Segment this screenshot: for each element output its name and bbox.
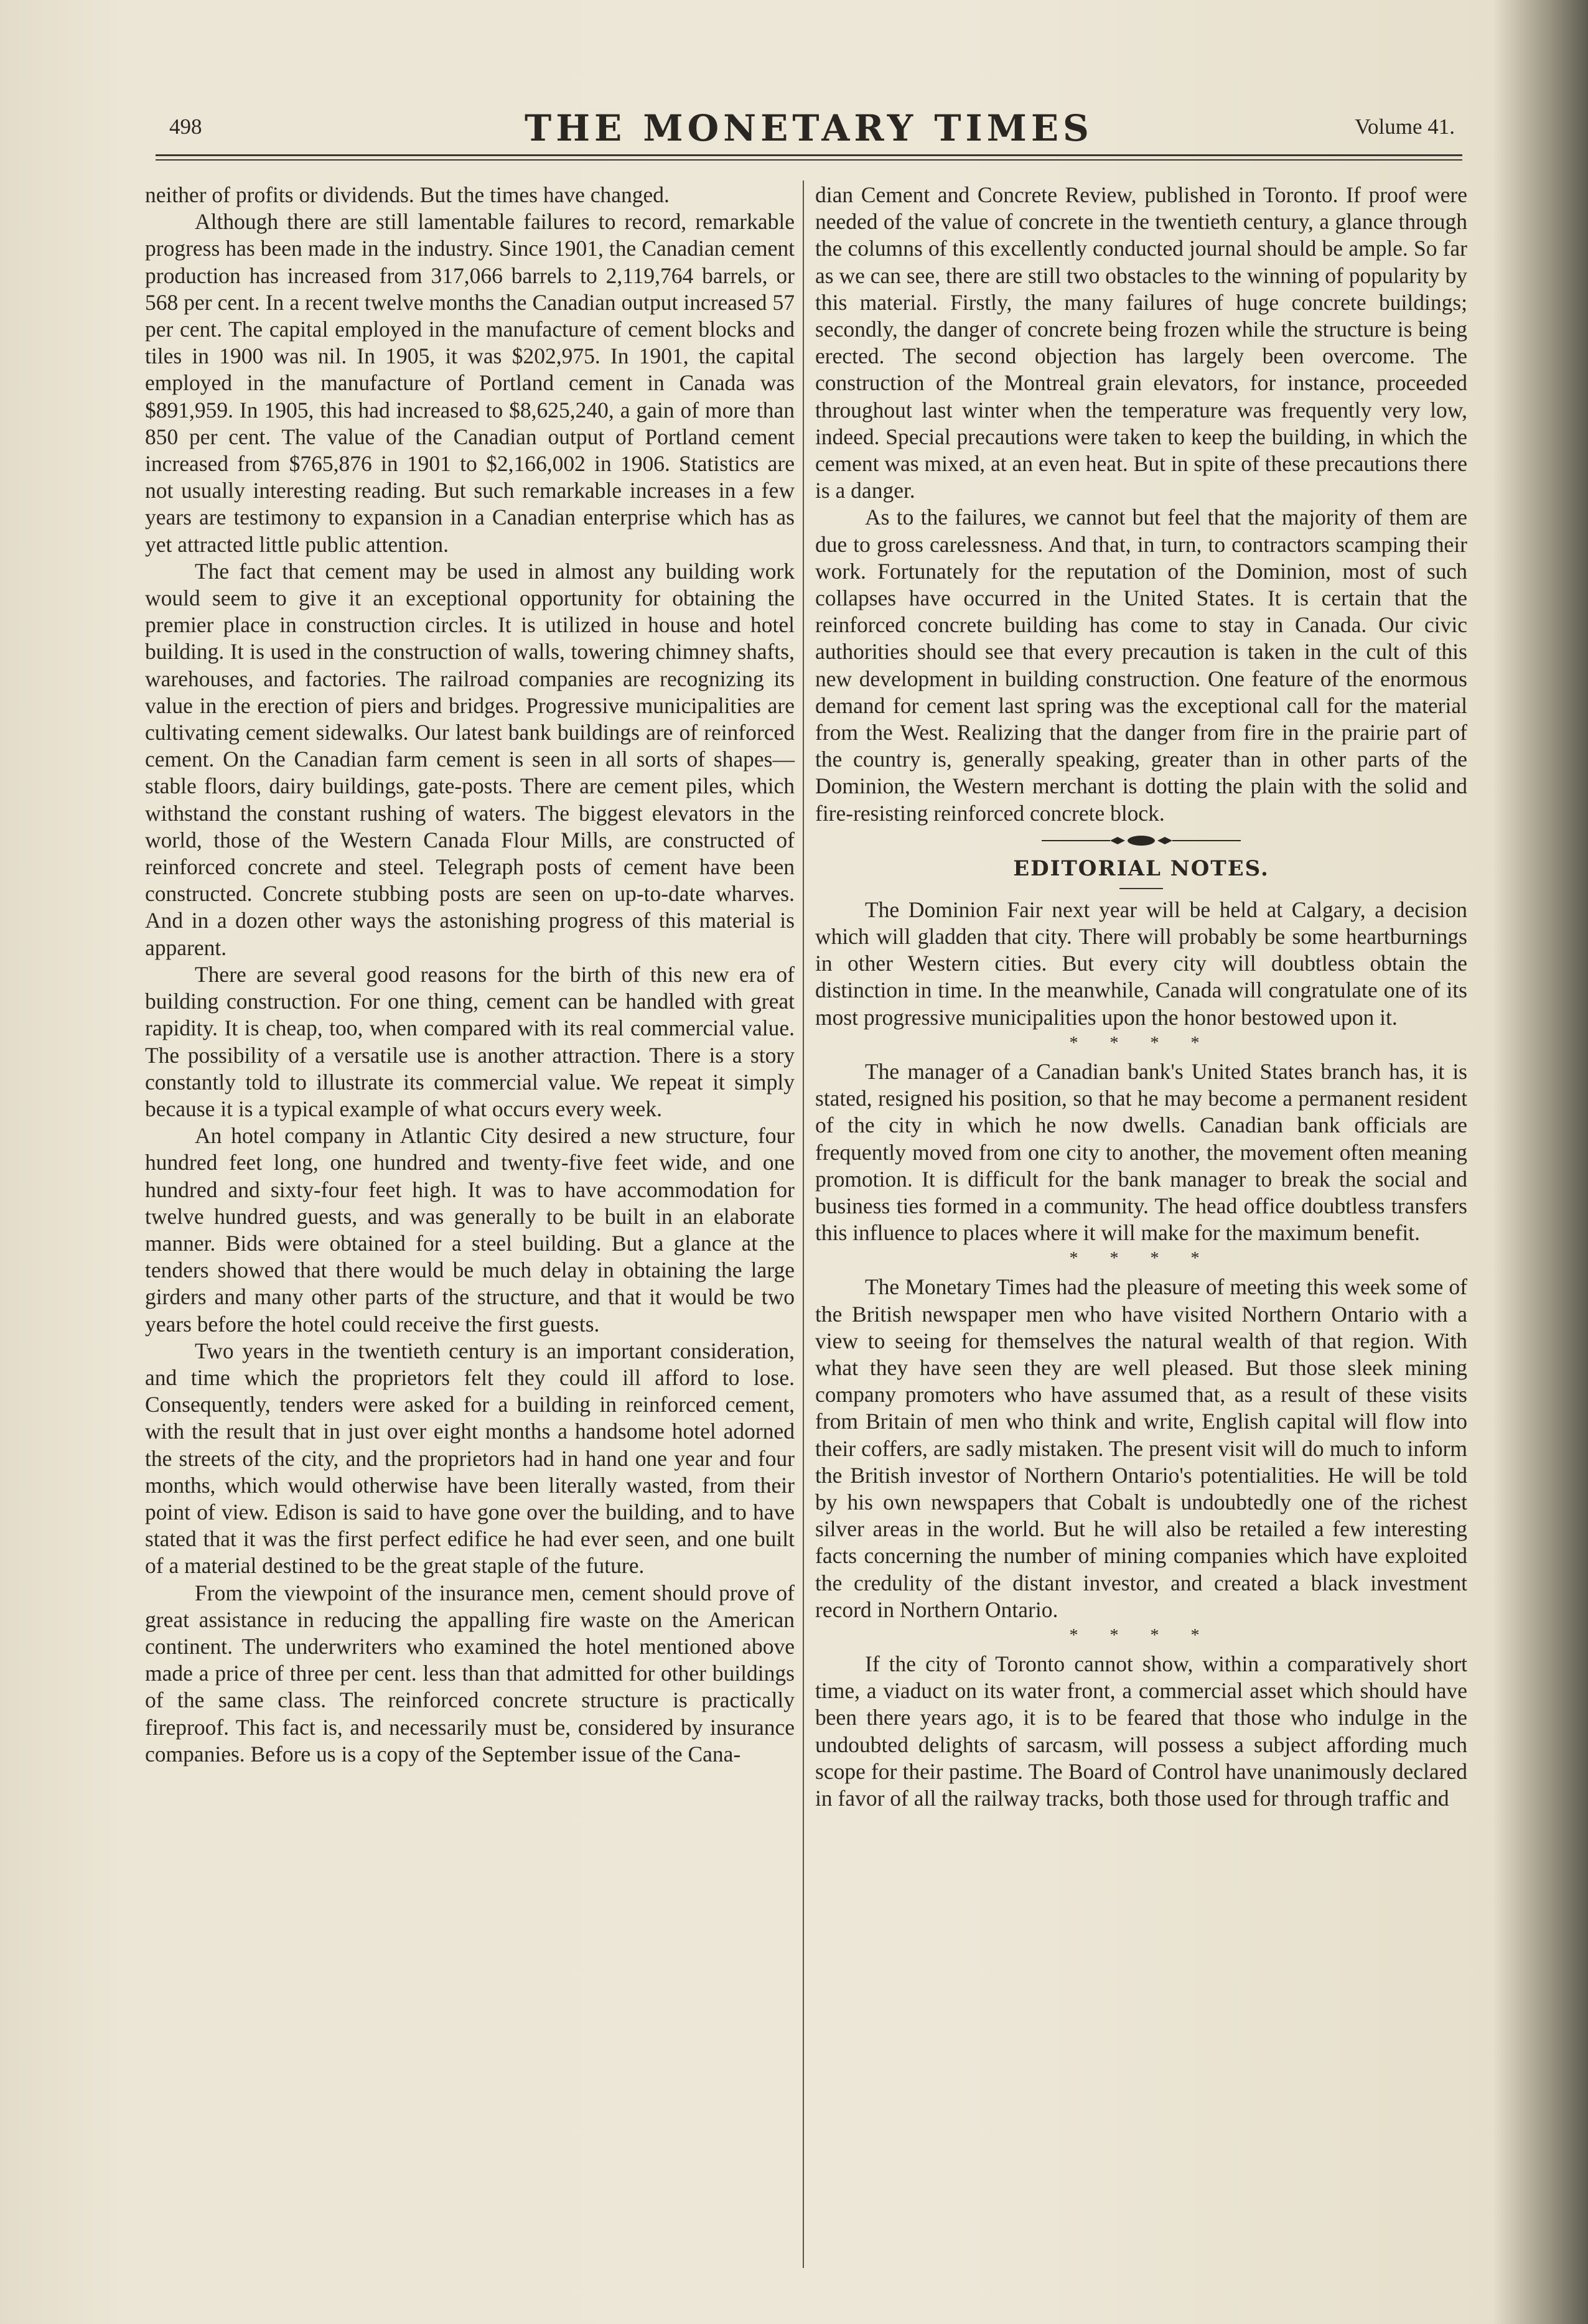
volume-label: Volume 41. <box>1355 114 1455 139</box>
editorial-note: If the city of Toronto cannot show, within a comparatively short time, a viaduct on its water front, a commercial asset which should have been there years ago, it is to be feared that those who indulge in the undoubted delights of sarcasm, will possess a subject affording much scope for their pastime. The Board of Control have unanimously declared in favor of all the railway tracks, both those used for through traffic and <box>815 1651 1467 1811</box>
paragraph: From the viewpoint of the insurance men, cement should prove of great assistance in reducing the appalling fire waste on the American continent. The underwriters who examined the hotel mentioned above made a price of three per cent. less than that admitted for other buildings of the same class. The reinforced concrete structure is practically fireproof. This fact is, and necessarily must be, considered by insurance companies. Before us is a copy of the September issue of the Cana- <box>145 1580 795 1766</box>
left-column <box>145 182 795 1768</box>
header-rule-thin <box>156 159 1462 161</box>
paragraph: There are several good reasons for the birth of this new era of building construction. For one thing, cement can be handled with great rapidity. It is cheap, too, when compared with its real commercial value. The possibility of a versatile use is another attraction. There is a story constantly told to illustrate its commercial value. We repeat it simply because it is a typical example of what occurs every week. <box>145 961 795 1121</box>
paragraph: dian Cement and Concrete Review, published in Toronto. If proof were needed of the value of concrete in the twentieth century, a glance through the columns of this excellently conducted journal should be ample. So far as we can see, there are still two obstacles to the winning of popularity by this material. Firstly, the many failures of huge concrete buildings; secondly, the danger of concrete being frozen while the structure is being erected. The second objection has largely been overcome. The construction of the Montreal grain elevators, for instance, proceeded throughout last winter when the temperature was frequently very low, indeed. Special precautions were taken to keep the building, in which the cement was mixed, at an even heat. But in spite of these precautions there is a danger. <box>815 182 1467 503</box>
column-divider <box>803 180 804 2268</box>
header-rule <box>156 154 1462 156</box>
heading-rule <box>1119 888 1163 889</box>
paragraph: Although there are still lamentable failures to record, remarkable progress has been made in the industry. Since 1901, the Canadian cement production has increased from 317,066 barrels to 2,119,764 barrels, or 568 per cent. In a recent twelve months the Canadian output increased 57 per cent. The capital employed in the manufacture of cement blocks and tiles in 1900 was nil. In 1905, it was $202,975. In 1901, the capital employed in the manufacture of Portland cement in Canada was $891,959. In 1905, this had increased to $8,625,240, a gain of more than 850 per cent. The value of the Canadian output of Portland cement increased from $765,876 in 1901 to $2,166,002 in 1906. Statistics are not usually interesting reading. But such remarkable increases in a few years are testimony to expansion in a Canadian enterprise which has as yet attracted little public attention. <box>145 209 795 557</box>
stars-separator: * * * * <box>1069 1249 1213 1269</box>
paragraph: Two years in the twentieth century is an important consideration, and time which the proprietors felt they could ill afford to lose. Consequently, tenders were asked for a building in reinforced cement, with the result that in just over eight months a handsome hotel adorned the streets of the city, and the proprietors had in hand one year and four months, which would otherwise have been literally wasted, from their point of view. Edison is said to have gone over the building, and to have stated that it was the first perfect edifice he had ever seen, and one built of a material destined to be the great staple of the future. <box>145 1338 795 1579</box>
stars-separator: * * * * <box>1069 1625 1213 1645</box>
paragraph: An hotel company in Atlantic City desired a new structure, four hundred feet long, one hundred and twenty-five feet wide, and one hundred and sixty-four feet high. It was to have accommodation for twelve hundred guests, and was generally to be built in an elaborate manner. Bids were obtained for a steel building. But a glance at the tenders showed that there would be much delay in obtaining the large girders and many other parts of the structure, and that it would be two years before the hotel could receive the first guests. <box>145 1123 795 1337</box>
page-header <box>156 106 1462 156</box>
editorial-note: The manager of a Canadian bank's United States branch has, it is stated, resigned his position, so that he may become a permanent resident of the city in which he now dwells. Canadian bank officials are frequently moved from one city to another, the movement often meaning promotion. It is difficult for the bank manager to break the social and business ties formed in a community. The head office doubtless transfers this influence to places where it will make for the maximum benefit. <box>815 1058 1467 1246</box>
page-number: 498 <box>169 114 202 139</box>
journal-title: THE MONETARY TIMES <box>525 107 1093 149</box>
editorial-note: The Monetary Times had the pleasure of meeting this week some of the British newspaper men who have visited Northern Ontario with a view to seeing for themselves the natural wealth of that region. With what they have seen they are well pleased. But those sleek mining company promoters who have assumed that, as a result of these visits from Britain of men who think and write, English capital will flow into their coffers, are sadly mistaken. The present visit will do much to inform the British investor of Northern Ontario's potentialities. He will be told by his own newspapers that Cobalt is undoubtedly one of the richest silver areas in the world. But he will also be retailed a few interesting facts concerning the number of mining companies which have exploited the credulity of the distant investor, and created a black investment record in Northern Ontario. <box>815 1274 1467 1622</box>
paragraph: neither of profits or dividends. But the times have changed. <box>145 182 670 207</box>
ornament-divider <box>815 833 1467 852</box>
paragraph: As to the failures, we cannot but feel that the majority of them are due to gross carelessness. And that, in turn, to contractors scamping their work. Fortunately for the reputation of the Dominion, most of such collapses have occurred in the United States. It is certain that the reinforced concrete building has come to stay in Canada. Our civic authorities should see that every precaution is taken in the cult of this new development in building construction. One feature of the enormous demand for cement last spring was the exceptional call for the material from the West. Realizing that the danger from fire in the prairie part of the country is, generally speaking, greater than in other parts of the Dominion, the Western merchant is dotting the plain with the solid and fire-resisting reinforced concrete block. <box>815 505 1467 826</box>
editorial-notes-heading: EDITORIAL NOTES. <box>1013 856 1269 881</box>
ornament-icon <box>1029 833 1253 848</box>
stars-separator: * * * * <box>1069 1033 1213 1053</box>
paragraph: The fact that cement may be used in almost any building work would seem to give it an exceptional opportunity for obtaining the premier place in construction circles. It is utilized in house and hotel building. It is used in the construction of walls, towering chimney shafts, warehouses, and factories. The railroad companies are recognizing its value in the erection of piers and bridges. Progressive municipalities are cultivating cement sidewalks. Our latest bank buildings are of reinforced cement. On the Canadian farm cement is seen in all sorts of shapes—stable floors, dairy buildings, gate-posts. There are cement piles, which withstand the constant rushing of waters. The biggest elevators in the world, those of the Western Canada Flour Mills, are constructed of reinforced concrete and steel. Telegraph posts of cement have been constructed. Concrete stubbing posts are seen on up-to-date wharves. And in a dozen other ways the astonishing progress of this material is apparent. <box>145 558 795 960</box>
editorial-note: The Dominion Fair next year will be held at Calgary, a decision which will gladden that city. There will probably be some heartburnings in other Western cities. But every city will doubtless obtain the distinction in time. In the meanwhile, Canada will congratulate one of its most progressive municipalities upon the honor bestowed upon it. <box>815 897 1467 1030</box>
right-column <box>815 182 1467 1812</box>
